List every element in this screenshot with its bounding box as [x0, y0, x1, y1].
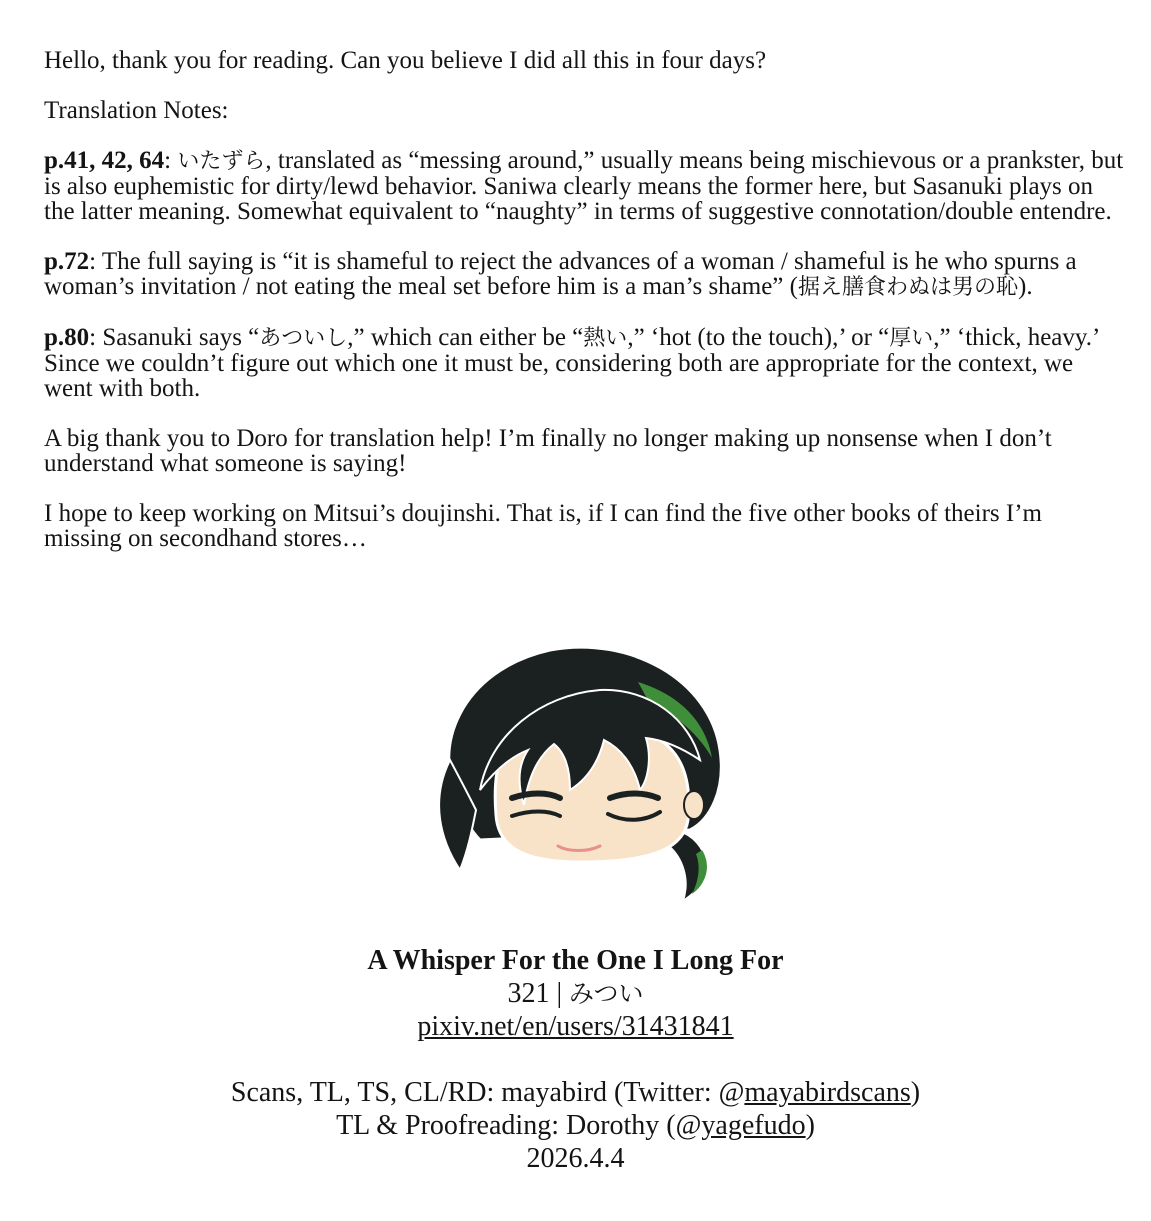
closing-paragraph: I hope to keep working on Mitsui’s doujinshi. That is, if I can find the five other books of theirs I’m missing on secondhand stores… [44, 500, 1042, 552]
note-p80 [44, 325, 1124, 401]
note-text: ,” ‘thick, heavy.’ Since we couldn’t figure out which one it must be, considering both are appropriate for the context, we went with both. [44, 324, 1099, 402]
author-pixiv-link[interactable]: pixiv.net/en/users/31431841 [417, 1011, 734, 1042]
notes-section [44, 48, 1124, 576]
author-name: みつい [569, 979, 644, 1008]
note-p41: p.41, 42, 64: いたずら, translated as “messing around,” usually means being mischievous or a prankster, but is also euphemistic for dirty/lewd behavior. Saniwa clearly means the former here, but Sasanuki plays on the latter meaning. Somewhat equivalent to “naughty” in terms of suggestive connotation/double entendre. [44, 147, 1124, 225]
note-jp-term: いたずら [177, 149, 266, 174]
doujinshi-title: A Whisper For the One I Long For [367, 945, 784, 976]
note-p72 [44, 249, 1124, 300]
note-ref: p.72 [44, 248, 90, 275]
note-jp-term: 厚い [889, 326, 934, 351]
credit-line-dorothy [0, 1109, 1151, 1142]
intro-paragraph: Hello, thank you for reading. Can you believe I did all this in four days? [44, 47, 767, 74]
release-date: 2026.4.4 [526, 1143, 625, 1174]
credit-text: Scans, TL, TS, CL/RD: mayabird (Twitter: @ [230, 1077, 745, 1108]
notes-heading: Translation Notes: [44, 97, 229, 124]
ear [684, 791, 704, 819]
note-text: ,” ‘hot (to the touch),’ or “ [627, 324, 890, 351]
note-text: : Sasanuki says “ [89, 324, 260, 351]
note-jp-term: あついし [259, 326, 348, 351]
credit-line-mayabird [0, 1076, 1151, 1109]
author-id: 321 [507, 978, 550, 1009]
credit-text: ) [910, 1077, 921, 1108]
credit-text: ) [805, 1110, 815, 1141]
twitter-handle-link[interactable]: yagefudo [701, 1110, 806, 1141]
thanks-paragraph: A big thank you to Doro for translation help! I’m finally no longer making up nonsense when I don’t understand what someone is saying! [44, 425, 1052, 477]
note-ref: p.80 [44, 324, 90, 351]
note-text: ). [1018, 273, 1033, 300]
note-jp-term: 据え膳食わぬは男の恥 [797, 275, 1018, 300]
author-line [0, 977, 1151, 1010]
note-text: , translated as “messing around,” usually means being mischievous or a prankster, but is also euphemistic for dirty/lewd behavior. Saniwa clearly means the former here, but Sasanuki plays on the latter meaning. Somewhat equivalent to “naughty” in terms of suggestive connotation/double entendre. [44, 147, 1124, 225]
chibi-character-illustration [420, 640, 730, 910]
twitter-handle-link[interactable]: mayabirdscans [744, 1077, 911, 1108]
note-text: ,” which can either be “ [347, 324, 584, 351]
note-text: : The full saying is “it is shameful to reject the advances of a woman / shameful is he who spurns a woman’s invitation / not eating the meal set before him is a man’s shame” ( [44, 248, 1077, 300]
author-separator: | [549, 978, 570, 1009]
credit-text: TL & Proofreading: Dorothy (@ [336, 1110, 702, 1141]
note-ref: p.41, 42, 64 [44, 147, 165, 174]
note-jp-term: 熱い [583, 326, 628, 351]
spacer [0, 1043, 1151, 1076]
credits-section [0, 944, 1151, 1175]
